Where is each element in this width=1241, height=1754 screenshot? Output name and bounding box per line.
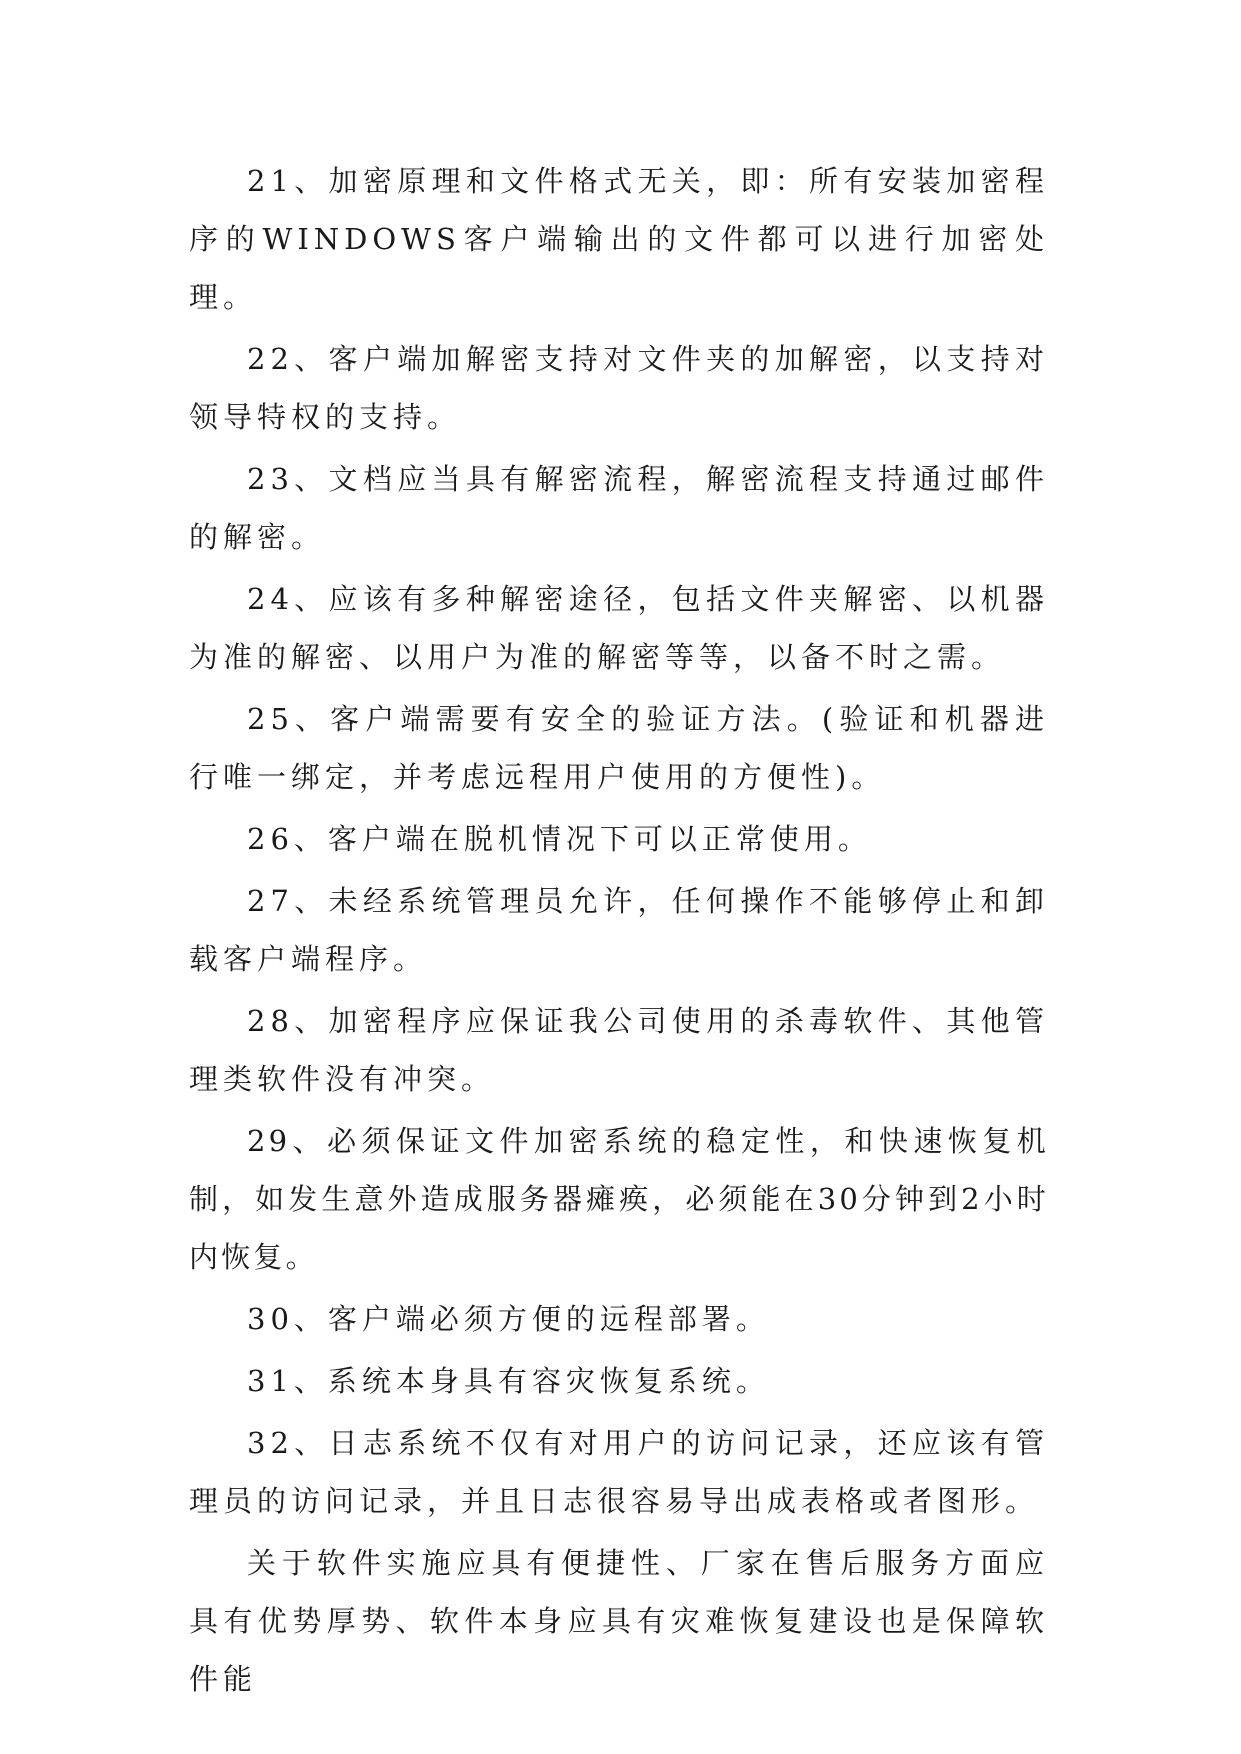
paragraph-21: 21、加密原理和文件格式无关，即：所有安装加密程序的WINDOWS客户端输出的文件都可以进行加密处理。 [189,164,1049,314]
paragraph-23: 23、文档应当具有解密流程，解密流程支持通过邮件的解密。 [189,462,1049,554]
paragraph-24: 24、应该有多种解密途径，包括文件夹解密、以机器为准的解密、以用户为准的解密等等，以备不时之需。 [189,582,1049,674]
paragraph-30: 30、客户端必须方便的远程部署。 [247,1302,770,1336]
paragraph-closing: 关于软件实施应具有便捷性、厂家在售后服务方面应具有优势厚势、软件本身应具有灾难恢复建设也是保障软件能 [189,1546,1049,1696]
paragraph-27: 27、未经系统管理员允许，任何操作不能够停止和卸载客户端程序。 [189,884,1049,976]
paragraph-28: 28、加密程序应保证我公司使用的杀毒软件、其他管理类软件没有冲突。 [189,1004,1049,1096]
paragraph-29: 29、必须保证文件加密系统的稳定性，和快速恢复机制，如发生意外造成服务器瘫痪，必须能在30分钟到2小时内恢复。 [189,1124,1049,1274]
paragraph-31: 31、系统本身具有容灾恢复系统。 [247,1364,770,1398]
paragraph-32: 32、日志系统不仅有对用户的访问记录，还应该有管理员的访问记录，并且日志很容易导出成表格或者图形。 [189,1426,1049,1518]
paragraph-22: 22、客户端加解密支持对文件夹的加解密，以支持对领导特权的支持。 [189,342,1049,434]
paragraph-25: 25、客户端需要有安全的验证方法。(验证和机器进行唯一绑定，并考虑远程用户使用的方便性)。 [189,702,1049,794]
paragraph-26: 26、客户端在脱机情况下可以正常使用。 [247,822,872,856]
document-body [189,152,1049,1712]
